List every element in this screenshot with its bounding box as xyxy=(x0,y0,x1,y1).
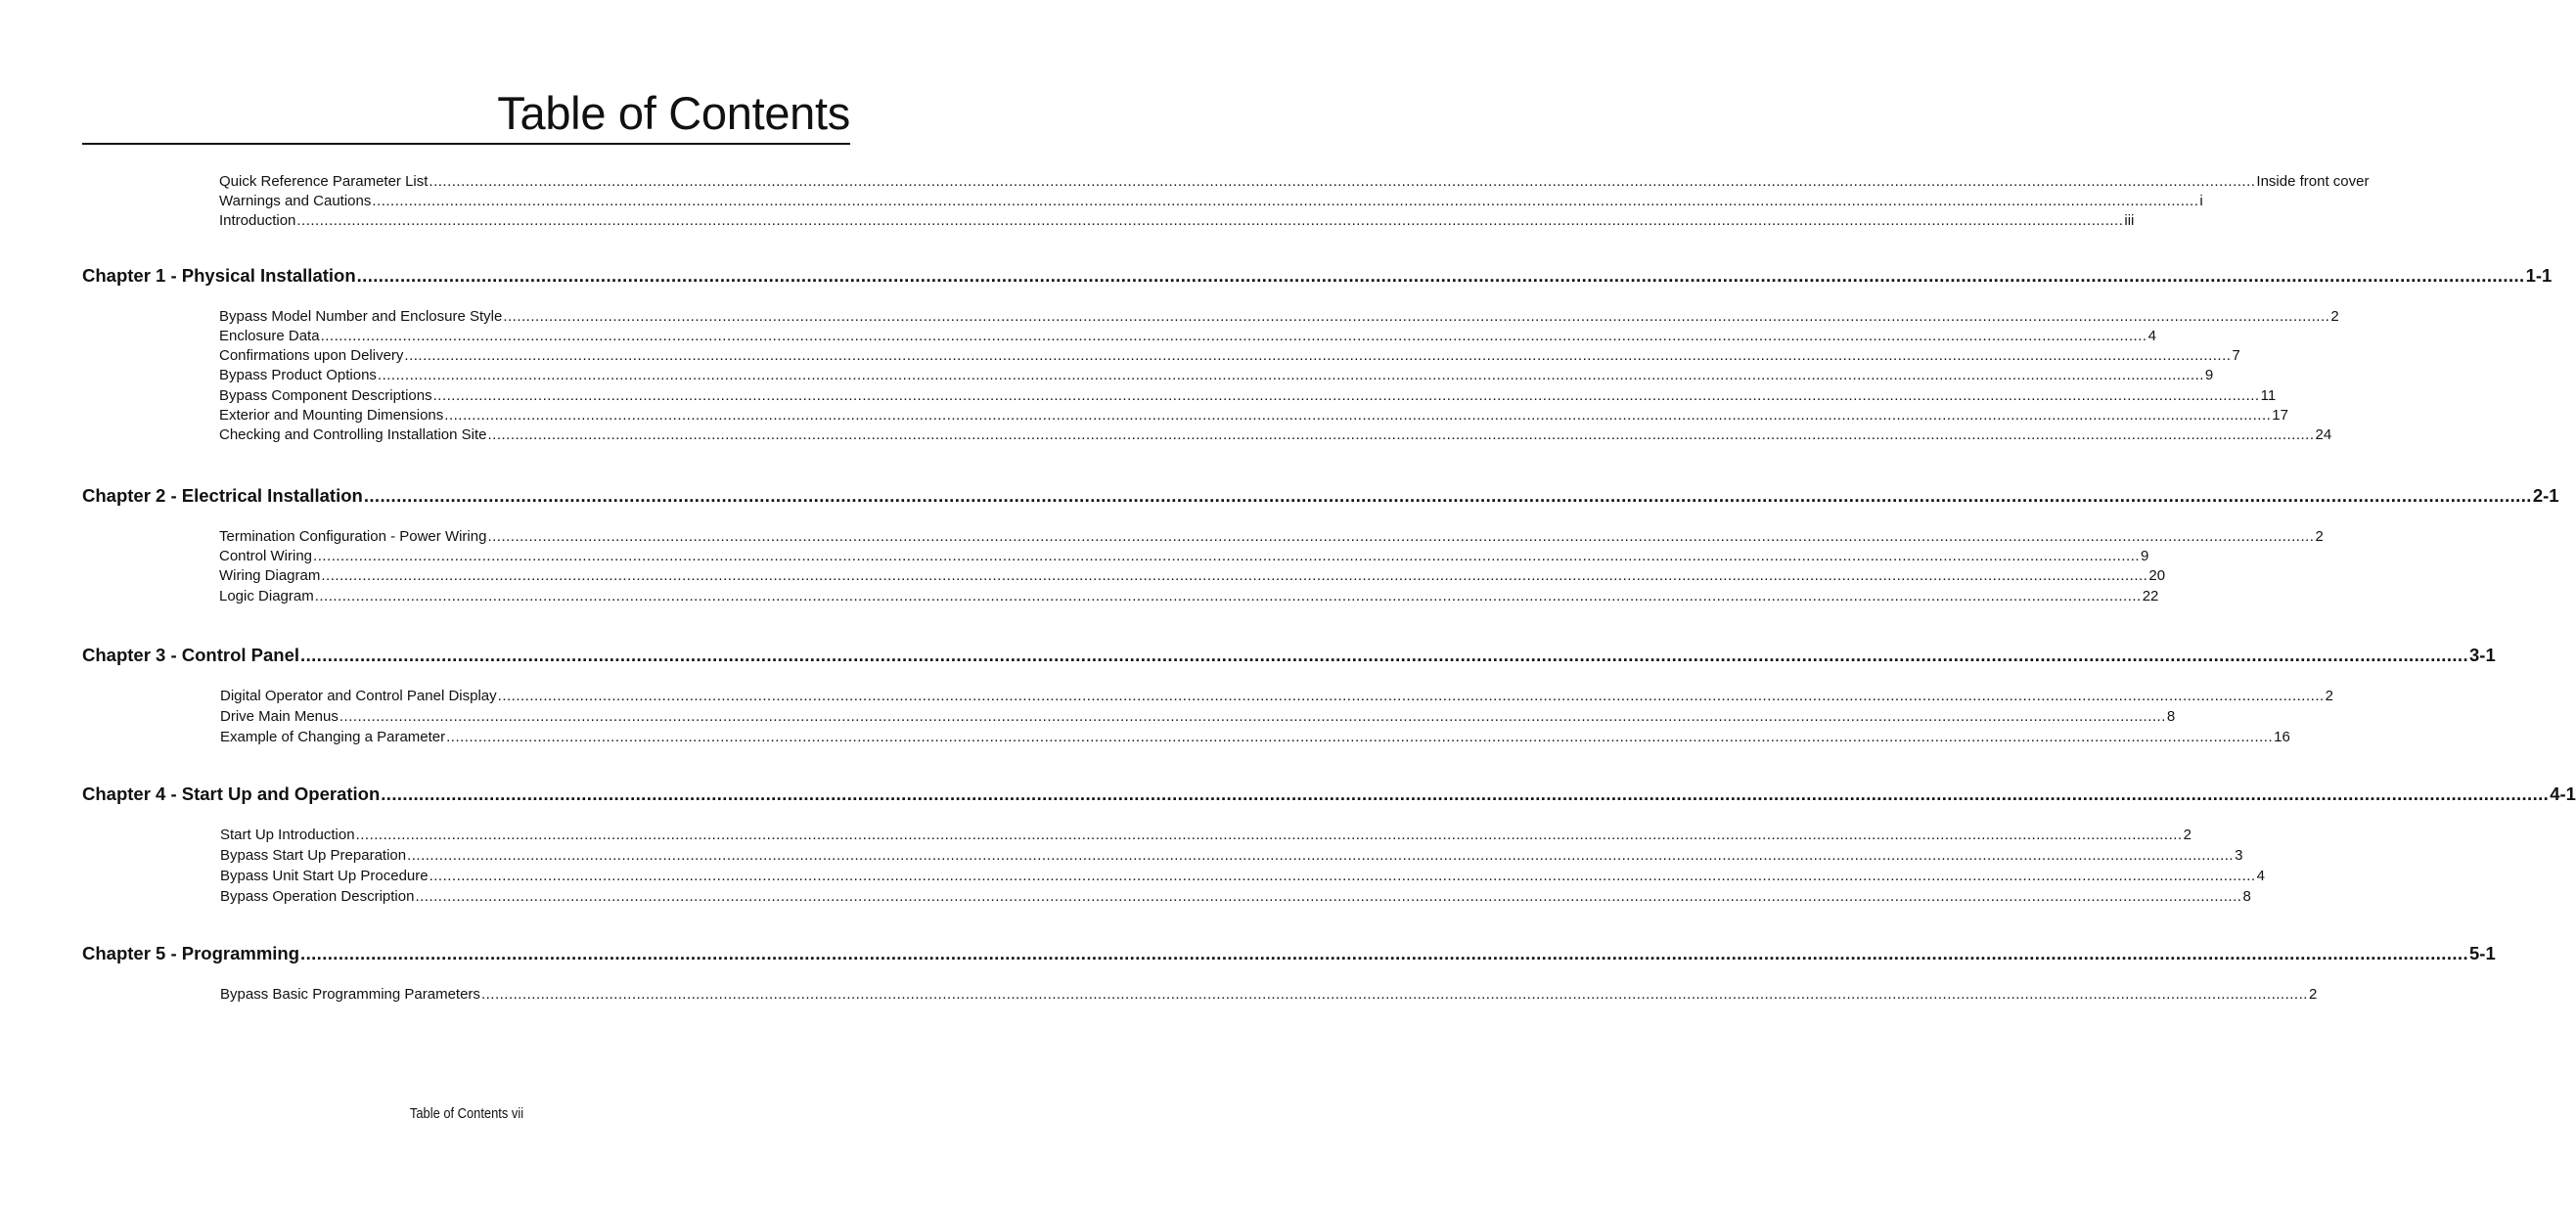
toc-entry-page: 24 xyxy=(2315,426,2332,443)
dot-leader: ................................................................................................................................................................................................................................................................................................................................................................................................................ xyxy=(429,173,2256,190)
dot-leader: ................................................................................................................................................................................................................................................................................................................................................................................................................ xyxy=(503,308,2330,325)
toc-entry-label: Exterior and Mounting Dimensions xyxy=(219,407,444,424)
dot-leader: ................................................................................................................................................................................................................................................................................................................................................................................................................ xyxy=(444,407,2272,424)
dot-leader: ................................................................................................................................................................................................................................................................................................................................................................................................................ xyxy=(313,548,2141,564)
toc-entry[interactable] xyxy=(220,729,2290,746)
chapter-label: Chapter 2 - Electrical Installation xyxy=(82,485,363,506)
toc-entry-label: Warnings and Cautions xyxy=(219,193,372,209)
toc-entry-page: 2 xyxy=(2308,986,2318,1003)
toc-entry-label: Start Up Introduction xyxy=(220,827,355,843)
toc-entry-page: 22 xyxy=(2142,588,2159,604)
dot-leader: ................................................................................................................................................................................................................................................................................................................................................................................................................ xyxy=(339,708,2166,725)
toc-entry[interactable] xyxy=(219,426,2332,444)
chapter-2-heading[interactable] xyxy=(82,485,2559,507)
toc-entry[interactable] xyxy=(219,528,2324,546)
toc-entry-page: 16 xyxy=(2274,729,2290,745)
chapter-page: 2-1 xyxy=(2532,485,2559,506)
toc-entry-label: Checking and Controlling Installation Site xyxy=(219,426,487,443)
dot-leader: ................................................................................................................................................................................................................................................................................................................................................................................................................ xyxy=(300,645,2468,665)
chapter-page: 4-1 xyxy=(2550,783,2576,804)
toc-entry-page: 2 xyxy=(2183,827,2192,843)
toc-entry-page: i xyxy=(2199,193,2203,209)
chapter-page: 5-1 xyxy=(2469,943,2496,963)
toc-entry[interactable] xyxy=(220,868,2265,885)
toc-entry-page: 8 xyxy=(2242,888,2251,905)
page-footer: Table of Contents vii xyxy=(409,1105,524,1122)
toc-entry[interactable] xyxy=(219,407,2288,425)
chapter-label: Chapter 4 - Start Up and Operation xyxy=(82,783,381,804)
toc-entry-label: Bypass Model Number and Enclosure Style xyxy=(219,308,503,325)
toc-entry-label: Control Wiring xyxy=(219,548,313,564)
toc-entry-page: Inside front cover xyxy=(2256,173,2370,190)
dot-leader: ................................................................................................................................................................................................................................................................................................................................................................................................................ xyxy=(320,328,2147,344)
toc-entry-page: 9 xyxy=(2141,548,2149,564)
toc-entry-page: 7 xyxy=(2232,347,2240,364)
toc-entry-page: 3 xyxy=(2235,847,2243,864)
toc-entry-label: Bypass Basic Programming Parameters xyxy=(220,986,480,1003)
toc-entry-page: 17 xyxy=(2272,407,2288,424)
toc-entry[interactable] xyxy=(219,328,2156,345)
dot-leader: ................................................................................................................................................................................................................................................................................................................................................................................................................ xyxy=(372,193,2199,209)
toc-entry[interactable] xyxy=(220,688,2333,705)
toc-entry-page: 11 xyxy=(2260,387,2277,404)
toc-entry-page: 9 xyxy=(2204,367,2214,383)
chapter-5-heading[interactable] xyxy=(82,943,2496,964)
dot-leader: ................................................................................................................................................................................................................................................................................................................................................................................................................ xyxy=(314,588,2142,604)
chapter-page: 3-1 xyxy=(2469,645,2496,665)
dot-leader: ................................................................................................................................................................................................................................................................................................................................................................................................................ xyxy=(363,485,2532,506)
toc-entry-label: Bypass Product Options xyxy=(219,367,377,383)
toc-entry-page: 20 xyxy=(2148,567,2166,584)
toc-entry[interactable] xyxy=(220,986,2318,1004)
toc-entry-page: 4 xyxy=(2147,328,2156,344)
toc-entry[interactable] xyxy=(220,888,2251,906)
toc-entry[interactable] xyxy=(219,567,2166,585)
dot-leader: ................................................................................................................................................................................................................................................................................................................................................................................................................ xyxy=(356,265,2525,286)
toc-entry-quick-reference[interactable] xyxy=(219,173,2370,191)
dot-leader: ................................................................................................................................................................................................................................................................................................................................................................................................................ xyxy=(300,943,2469,963)
toc-entry[interactable] xyxy=(220,847,2243,865)
page-title: Table of Contents xyxy=(497,87,850,139)
chapter-3-heading[interactable] xyxy=(82,645,2496,666)
toc-entry-label: Bypass Start Up Preparation xyxy=(220,847,407,864)
toc-entry-label: Logic Diagram xyxy=(219,588,314,604)
toc-entry[interactable] xyxy=(219,588,2159,605)
chapter-label: Chapter 3 - Control Panel xyxy=(82,645,300,665)
dot-leader: ................................................................................................................................................................................................................................................................................................................................................................................................................ xyxy=(446,729,2274,745)
chapter-4-heading[interactable] xyxy=(82,783,2576,805)
toc-entry-introduction[interactable] xyxy=(219,212,2135,230)
dot-leader: ................................................................................................................................................................................................................................................................................................................................................................................................................ xyxy=(432,387,2260,404)
chapter-label: Chapter 5 - Programming xyxy=(82,943,300,963)
toc-entry[interactable] xyxy=(220,708,2176,726)
toc-entry[interactable] xyxy=(219,367,2214,384)
dot-leader: ................................................................................................................................................................................................................................................................................................................................................................................................................ xyxy=(480,986,2308,1003)
dot-leader: ................................................................................................................................................................................................................................................................................................................................................................................................................ xyxy=(487,426,2315,443)
toc-entry-label: Example of Changing a Parameter xyxy=(220,729,446,745)
toc-entry-page: 8 xyxy=(2166,708,2176,725)
toc-entry-label: Introduction xyxy=(219,212,296,229)
chapter-page: 1-1 xyxy=(2525,265,2553,286)
toc-entry[interactable] xyxy=(219,347,2240,365)
toc-entry-label: Wiring Diagram xyxy=(219,567,321,584)
dot-leader: ................................................................................................................................................................................................................................................................................................................................................................................................................ xyxy=(407,847,2235,864)
dot-leader: ................................................................................................................................................................................................................................................................................................................................................................................................................ xyxy=(404,347,2232,364)
toc-entry-label: Bypass Operation Description xyxy=(220,888,415,905)
toc-entry-label: Quick Reference Parameter List xyxy=(219,173,429,190)
toc-entry-page: 2 xyxy=(2315,528,2324,545)
toc-entry-label: Enclosure Data xyxy=(219,328,320,344)
dot-leader: ................................................................................................................................................................................................................................................................................................................................................................................................................ xyxy=(355,827,2183,843)
dot-leader: ................................................................................................................................................................................................................................................................................................................................................................................................................ xyxy=(429,868,2256,884)
toc-entry[interactable] xyxy=(219,387,2277,405)
dot-leader: ................................................................................................................................................................................................................................................................................................................................................................................................................ xyxy=(296,212,2124,229)
toc-entry[interactable] xyxy=(220,827,2192,844)
title-rule xyxy=(82,143,850,145)
dot-leader: ................................................................................................................................................................................................................................................................................................................................................................................................................ xyxy=(497,688,2325,704)
dot-leader: ................................................................................................................................................................................................................................................................................................................................................................................................................ xyxy=(381,783,2550,804)
toc-entry-page: 2 xyxy=(2325,688,2333,704)
toc-entry-label: Termination Configuration - Power Wiring xyxy=(219,528,487,545)
dot-leader: ................................................................................................................................................................................................................................................................................................................................................................................................................ xyxy=(415,888,2242,905)
toc-entry-label: Bypass Component Descriptions xyxy=(219,387,432,404)
toc-entry[interactable] xyxy=(219,308,2339,326)
toc-entry-label: Drive Main Menus xyxy=(220,708,339,725)
dot-leader: ................................................................................................................................................................................................................................................................................................................................................................................................................ xyxy=(377,367,2204,383)
toc-entry-page: 4 xyxy=(2256,868,2265,884)
toc-entry[interactable] xyxy=(219,548,2149,565)
toc-entry-page: iii xyxy=(2124,212,2135,229)
dot-leader: ................................................................................................................................................................................................................................................................................................................................................................................................................ xyxy=(321,567,2148,584)
toc-entry-label: Bypass Unit Start Up Procedure xyxy=(220,868,429,884)
toc-entry-warnings[interactable] xyxy=(219,193,2203,210)
chapter-1-heading[interactable] xyxy=(82,265,2553,287)
dot-leader: ................................................................................................................................................................................................................................................................................................................................................................................................................ xyxy=(487,528,2315,545)
chapter-label: Chapter 1 - Physical Installation xyxy=(82,265,356,286)
toc-entry-label: Confirmations upon Delivery xyxy=(219,347,404,364)
toc-entry-label: Digital Operator and Control Panel Display xyxy=(220,688,497,704)
toc-entry-page: 2 xyxy=(2330,308,2339,325)
